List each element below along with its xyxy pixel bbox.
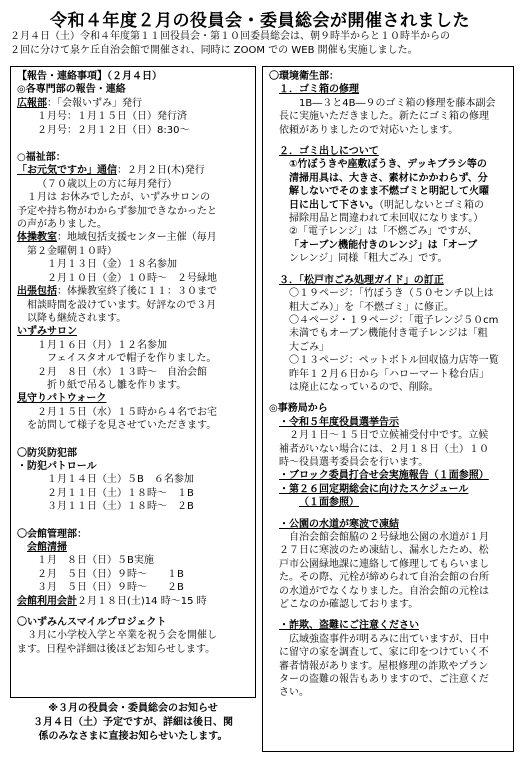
note-line: ３月４日（土）予定ですが、詳細は後日、関 (33, 717, 233, 728)
koho-title: 広報部 (17, 97, 47, 109)
j4-desc: 自治会館会館脇の２号緑地公園の水道が１月 (289, 532, 489, 543)
j1-desc: 補者がいない場合には、２月１８日（土）１０ (279, 443, 489, 455)
j5-desc: さい。 (279, 687, 309, 699)
j5-desc: ターの盗難の報告もありますので、ご注意くだ (279, 674, 489, 686)
seiso-date: １月 ８日（日）５B実施 (37, 555, 154, 567)
j2-title: ・ブロック委員打合せ会実施報告（１面参照） (279, 470, 489, 482)
s2-item: ンレンジ」同様「粗大ごみ」です。 (289, 253, 448, 265)
s3-title: ３．「松戸市ごみ処理ガイド」の訂正 (279, 274, 444, 286)
shucho-desc: 以降も継続されます。 (27, 312, 127, 324)
izumi-date: ２月 ８日（水）１３時～ 自治会館 (37, 366, 207, 378)
s2-item: ②「電子レンジ」は「不燃ごみ」ですが、 (289, 226, 478, 238)
taiso-date: ２月１０日（金）１０時～ ２号緑地 (47, 272, 217, 284)
smile-desc: ます。日程や詳細は後ほどお知らせします。 (17, 643, 216, 655)
s2-item: 日に出して下さい。 (289, 199, 379, 211)
mimamori-desc: ２月１５日（水）１５時から４名でお宅 (37, 406, 217, 418)
j4-desc: 戸市公園緑地課に連絡して修理してもらいまし (279, 558, 489, 570)
note-line: 係のみなさまに直接お知らせいたします。 (38, 731, 228, 742)
s2-title: ２．ゴミ出しについて (279, 146, 379, 158)
patrol-date: １月１４日（土）５B ６名参加 (47, 474, 194, 486)
dept-heading: ◎各専門部の報告・連絡 (17, 84, 126, 96)
intro-line: ２回に分けて泉ケ丘自治会館で開催され、同時に ZOOM での WEB 開催も実施しました。 (10, 45, 418, 56)
kaikei-desc: ２月１８日(土)14 時～15 時 (77, 595, 207, 607)
report-column (10, 66, 256, 698)
izumi-salon-title: いずみサロン (17, 326, 77, 338)
next-meeting-note (10, 702, 256, 744)
salon-note: の声がありました。 (17, 219, 107, 231)
s3-item: は廃止になっているので、削除。 (289, 381, 439, 393)
s3-item: 〇１９ページ：「竹ぼうき（５０センチ以上は (289, 288, 494, 300)
patrol-date: ３月１１日（土）１８時～ ２B (47, 501, 194, 513)
j4-desc: の水道がでなくなりました。自治会館の元栓は (279, 585, 489, 597)
fukushi-title: ○福祉部： (17, 152, 66, 164)
j5-desc: 広域強盗事件が明るみに出ていますが、日中 (289, 633, 489, 645)
note-line: ※３月の役員会・委員総会のお知らせ (48, 703, 218, 714)
salon-note: １月は お休みでしたが、いずみサロンの (27, 192, 211, 204)
j1-desc: 時～役員選考委員会を行います。 (279, 456, 429, 468)
env-heading: 〇環境衛生部： (269, 71, 339, 82)
kaikan-title: 〇会館管理部： (17, 528, 87, 540)
s1-desc: 長に実施いただきました。新たにゴミ箱の修理 (279, 111, 489, 123)
taiso-date: １月１３日（金）１８名参加 (47, 259, 177, 271)
shucho-desc: ：体操教室終了後に１１：３０まで (57, 286, 217, 298)
mimamori-desc: を訪問して様子を見させていただきます。 (27, 420, 217, 432)
koho-line: １月号：１月１５日（日）発行済 (37, 111, 187, 123)
patrol-date: ２月１１日（土）１８時～ １B (47, 487, 194, 499)
s2-item: 「オーブン機能付きのレンジ」は「オーブ (289, 239, 478, 251)
j4-title: ・公園の水道が寒波で凍結 (279, 518, 399, 530)
smile-desc: ３月に小学校入学と卒業を祝う会を開催し (27, 630, 217, 642)
s2-item: ①竹ぼうきや座敷ぼうき、デッキブラシ等の (289, 159, 487, 171)
j3-title: ・第２６回定期総会に向けたスケジュール (279, 483, 469, 495)
shucho-title: 出張包括 (17, 286, 57, 298)
report-heading: 【報告・連絡事項】（２月４日） (17, 71, 162, 82)
s2-item: 解しないでそのまま不燃ゴミと明記して火曜 (289, 186, 489, 198)
intro-line: ２月４日（土）令和４年度第１１回役員会・第１０回委員総会は、朝９時半からと１０時半からの (10, 31, 450, 42)
taiso-title: 体操教室 (17, 232, 57, 244)
taiso-desc: 第２金曜朝１０時） (27, 245, 117, 257)
j4-desc: どこなのか確認しております。 (279, 599, 419, 611)
j3-ref: （１面参照） (299, 497, 359, 509)
bohan-title: 〇防災防犯部 (17, 447, 77, 459)
j4-desc: ２７日に寒波のため凍結し、漏水したため、松 (279, 545, 489, 557)
s2-item: 掃除用品と間違われて未回収になります。） (289, 213, 484, 225)
mimamori-title: 見守りパトウォーク (17, 393, 107, 405)
j5-title: ・詐欺、盗難にご注意ください (279, 620, 419, 632)
j5-desc: に留守の家を調査して、家に印をつけていく不 (279, 647, 489, 659)
s2-item: （明記しないとゴミ箱の (379, 199, 484, 211)
j1-desc: ２月１日～１５日で立候補受付中です。立候 (289, 430, 489, 442)
koho-line: ２月号：２月１２日（日）8:30～ (37, 124, 190, 136)
shucho-desc: 相談時間を設けています。好評なので３月 (27, 299, 217, 311)
izumi-desc: 折り紙で吊るし雛を作ります。 (47, 379, 187, 391)
kaikei-title: 会館利用会計 (17, 595, 77, 607)
s3-item: 昨年１２月６日から「ハローマート稔台店」 (289, 368, 489, 380)
j5-desc: 審者情報があります。屋根修理の詐欺やプラン (279, 660, 489, 672)
seiso-date: ２月 ５日（日）９時～ １B (37, 568, 184, 580)
environment-column (262, 66, 514, 752)
s1-desc: 依頼がありましたので対応いたします。 (279, 124, 459, 136)
intro-paragraph (10, 30, 514, 58)
s3-item: 〇１３ページ：ペットボトル回収協力店等一覧 (289, 355, 499, 367)
s3-item: 粗大ごみ）」を「不燃ゴミ」に修正。 (289, 301, 454, 313)
genki-desc: ：２月２日(木)発行 (117, 165, 205, 177)
koho-desc: ：「会報いずみ」発行 (47, 97, 142, 109)
s3-item: 大ごみ」 (289, 341, 329, 353)
j1-title: ・令和５年度役員選挙告示 (279, 416, 399, 428)
izumi-date: １月１６日（月）１２名参加 (37, 339, 167, 351)
seiso-title: 会館清掃 (27, 542, 67, 553)
smile-title: 〇いずみんスマイルプロジェクト (17, 617, 167, 629)
s2-item: 清掃用具は、大きさ、素材にかかわらず、分 (289, 172, 488, 184)
izumi-desc: フェイスタオルで帽子を作りました。 (47, 353, 217, 365)
j4-desc: た。その際、元栓が締められて自治会館の台所 (279, 572, 489, 584)
s1-desc: 1B―３と4B―９のゴミ箱の修理を藤本副会 (299, 97, 496, 109)
taiso-desc: ：地域包括支援センター主催（毎月 (57, 232, 217, 244)
s1-title: １．ゴミ箱の修理 (279, 84, 359, 96)
s3-item: 〇４ページ・１９ページ：「電子レンジ５０cm (289, 314, 499, 326)
seiso-date: ３月 ５日（日）９時～ ２B (37, 582, 184, 594)
patrol-title: ・防犯パトロール (17, 460, 97, 472)
salon-note: 予定や持ち物がわからず参加できなかったと (17, 205, 217, 217)
page-title: 令和４年度２月の役員会・委員総会が開催されました (50, 11, 470, 31)
jimu-title: ◎事務局から (269, 403, 328, 415)
genki-note: （７０歳以上の方に毎月発行） (37, 178, 177, 190)
genki-title: 「お元気ですか」通信 (17, 165, 117, 177)
s3-item: 未満でもオーブン機能付き電子レンジは「粗 (289, 328, 488, 340)
